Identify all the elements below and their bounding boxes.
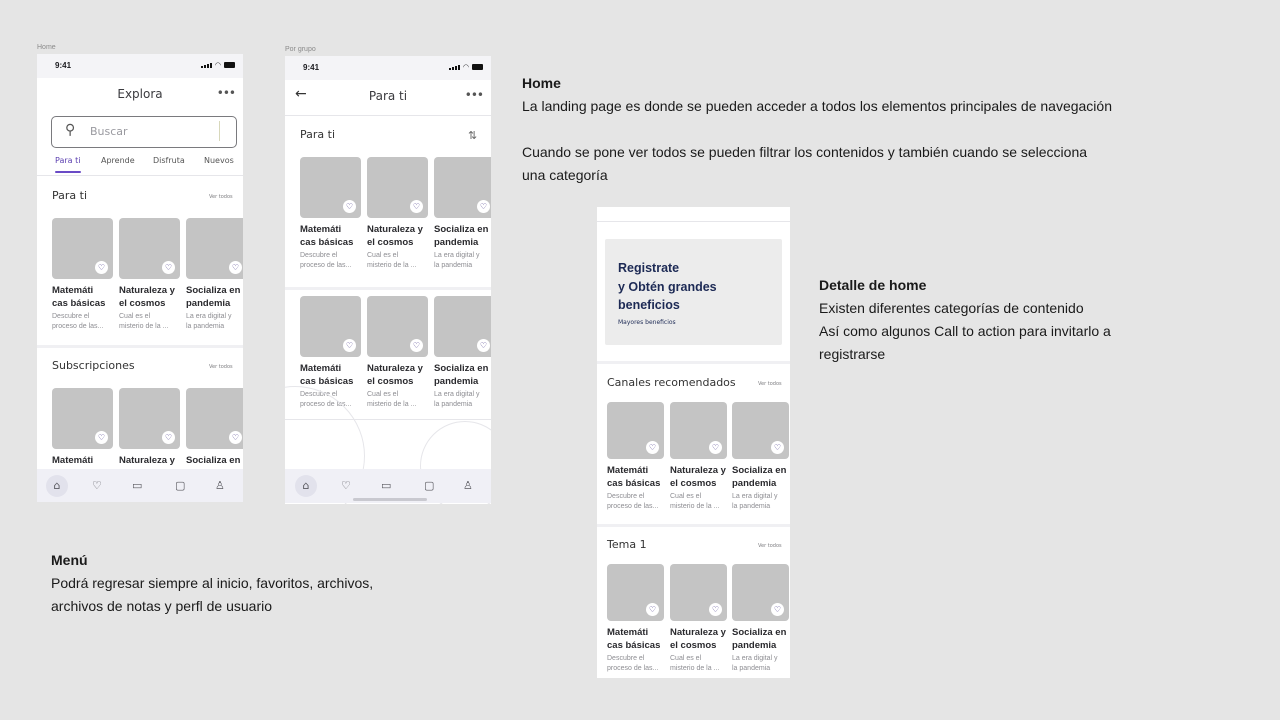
home-icon[interactable]: ⌂ [46, 475, 68, 497]
content-card[interactable] [52, 388, 114, 468]
card-thumbnail [670, 402, 727, 459]
card-title: Matemáti cas básicas [607, 465, 661, 489]
content-card[interactable] [186, 218, 243, 331]
chat-icon[interactable]: ▢ [175, 479, 186, 492]
page-title: Para ti [368, 89, 408, 103]
heart-icon[interactable]: ♡ [410, 200, 423, 213]
status-icons [201, 62, 235, 68]
card-thumbnail [119, 218, 180, 279]
heart-icon[interactable]: ♡ [95, 431, 108, 444]
divider [285, 115, 491, 116]
card-title: Socializa en pandemia [434, 363, 489, 387]
heart-icon[interactable]: ♡ [95, 261, 108, 274]
heart-icon[interactable]: ♡ [92, 479, 102, 492]
card-title: Naturaleza y el cosmos [119, 285, 175, 309]
bottom-navigation [285, 469, 491, 503]
card-description: Descubre el proceso de las... [52, 313, 104, 330]
search-placeholder: Buscar [90, 125, 128, 138]
card-title: Naturaleza y el cosmos [670, 627, 726, 651]
user-icon[interactable]: ♙ [463, 479, 473, 492]
see-all-link[interactable]: Ver todos [758, 543, 782, 549]
content-card[interactable] [367, 296, 429, 409]
more-icon[interactable]: ••• [464, 88, 483, 102]
signal-icon [201, 63, 212, 68]
note-home-title: Home [522, 75, 561, 91]
see-all-link[interactable]: Ver todos [209, 364, 233, 370]
card-description: La era digital y la pandemia [732, 493, 778, 510]
heart-icon[interactable]: ♡ [646, 441, 659, 454]
card-title: Naturaleza y el cosmos [367, 224, 423, 248]
section-divider [285, 287, 491, 290]
heart-icon[interactable]: ♡ [477, 339, 490, 352]
status-time: 9:41 [303, 63, 320, 72]
content-card[interactable] [732, 564, 790, 673]
note-home-line: La landing page es donde se pueden acceder a todos los elementos principales de navegación [522, 98, 1112, 114]
card-title: Socializa en [186, 455, 241, 466]
heart-icon[interactable]: ♡ [341, 479, 351, 492]
note-menu-line: Podrá regresar siempre al inicio, favoritos, archivos, [51, 575, 374, 591]
home-indicator [353, 498, 427, 501]
content-card[interactable] [670, 402, 728, 511]
content-card[interactable] [607, 564, 665, 673]
home-screen [37, 54, 243, 502]
content-card[interactable] [434, 296, 491, 409]
folder-icon[interactable]: ▭ [381, 479, 392, 492]
heart-icon[interactable]: ♡ [343, 339, 356, 352]
note-home-line: una categoría [522, 167, 608, 183]
register-banner[interactable] [605, 239, 782, 345]
more-icon[interactable]: ••• [216, 86, 235, 100]
banner-subtitle: Mayores beneficios [618, 319, 676, 326]
bottom-navigation [37, 469, 243, 502]
heart-icon[interactable]: ♡ [771, 603, 784, 616]
note-detail [819, 274, 1219, 366]
card-title: Matemáti cas básicas [607, 627, 661, 651]
card-description: Descubre el proceso de las... [607, 493, 659, 510]
card-thumbnail [300, 296, 361, 357]
frame-label-home: Home [37, 44, 56, 51]
note-home [522, 72, 1222, 187]
status-time: 9:41 [55, 61, 72, 70]
content-card[interactable] [119, 218, 181, 331]
tab-disfruta[interactable]: Disfruta [153, 156, 185, 165]
card-description: Cual es el misterio de la ... [670, 493, 720, 510]
heart-icon[interactable]: ♡ [162, 431, 175, 444]
section-title-para-ti: Para ti [300, 128, 336, 141]
divider [597, 221, 790, 222]
battery-icon [472, 64, 483, 70]
card-description: Descubre el proceso de las... [300, 391, 352, 408]
heart-icon[interactable]: ♡ [771, 441, 784, 454]
card-thumbnail [607, 564, 664, 621]
banner-headline: Registrate y Obtén grandes beneficios [618, 261, 717, 312]
card-title: Socializa en pandemia [732, 627, 787, 651]
see-all-link[interactable]: Ver todos [758, 381, 782, 387]
card-thumbnail [300, 157, 361, 218]
card-title: Naturaleza y [119, 455, 175, 466]
tab-nuevos[interactable]: Nuevos [204, 156, 234, 165]
search-icon: ⚲ [65, 122, 76, 138]
heart-icon[interactable]: ♡ [709, 441, 722, 454]
content-card[interactable] [670, 564, 728, 673]
see-all-link[interactable]: Ver todos [209, 194, 233, 200]
folder-icon[interactable]: ▭ [132, 479, 143, 492]
sort-icon[interactable]: ⇅ [468, 129, 478, 142]
note-home-line: Cuando se pone ver todos se pueden filtrar los contenidos y también cuando se selecciona [522, 144, 1088, 160]
note-detail-line: Existen diferentes categorías de contenido [819, 300, 1084, 316]
card-thumbnail [607, 402, 664, 459]
note-menu-title: Menú [51, 552, 88, 568]
card-description: La era digital y la pandemia [186, 313, 232, 330]
content-card[interactable] [300, 157, 362, 270]
heart-icon[interactable]: ♡ [410, 339, 423, 352]
card-description: La era digital y la pandemia [732, 655, 778, 672]
card-thumbnail [732, 402, 789, 459]
group-screen [285, 56, 491, 504]
card-thumbnail [52, 388, 113, 449]
content-card[interactable] [119, 388, 181, 468]
card-description: La era digital y la pandemia [434, 391, 480, 408]
section-title-subscripciones: Subscripciones [52, 359, 135, 372]
card-title: Matemáti cas básicas [52, 285, 106, 309]
content-card[interactable] [52, 218, 114, 331]
status-bar [285, 56, 491, 80]
card-description: Descubre el proceso de las... [607, 655, 659, 672]
card-thumbnail [367, 296, 428, 357]
card-title: Matemáti cas básicas [300, 224, 354, 248]
chat-icon[interactable]: ▢ [424, 479, 435, 492]
card-title: Socializa en pandemia [186, 285, 241, 309]
card-thumbnail [670, 564, 727, 621]
active-tab-indicator [55, 171, 81, 173]
heart-icon[interactable]: ♡ [709, 603, 722, 616]
content-card[interactable] [367, 157, 429, 270]
heart-icon[interactable]: ♡ [646, 603, 659, 616]
page-title: Explora [117, 87, 163, 101]
section-divider [37, 345, 243, 348]
tab-aprende[interactable]: Aprende [101, 156, 135, 165]
section-title-canales: Canales recomendados [607, 376, 736, 389]
tab-para-ti[interactable]: Para ti [55, 156, 81, 165]
card-title: Naturaleza y el cosmos [670, 465, 726, 489]
card-description: Descubre el proceso de las... [300, 252, 352, 269]
wifi-icon: ◠ [214, 61, 221, 69]
note-detail-line: registrarse [819, 346, 886, 362]
battery-icon [224, 62, 235, 68]
heart-icon[interactable]: ♡ [343, 200, 356, 213]
divider [37, 175, 243, 176]
card-thumbnail [367, 157, 428, 218]
section-divider [597, 524, 790, 527]
section-title-tema-1: Tema 1 [607, 538, 647, 551]
content-card[interactable] [607, 402, 665, 511]
card-title: Matemáti cas básicas [300, 363, 354, 387]
content-card[interactable] [434, 157, 491, 270]
section-title-para-ti: Para ti [52, 189, 88, 202]
card-description: Cual es el misterio de la ... [670, 655, 720, 672]
status-icons [449, 64, 483, 70]
card-description: Cual es el misterio de la ... [367, 252, 417, 269]
card-title: Matemáti [52, 455, 94, 466]
card-title: Socializa en pandemia [732, 465, 787, 489]
card-thumbnail [119, 388, 180, 449]
card-description: Cual es el misterio de la ... [367, 391, 417, 408]
home-icon[interactable]: ⌂ [295, 475, 317, 497]
section-divider [597, 361, 790, 364]
card-thumbnail [186, 388, 243, 449]
card-thumbnail [434, 296, 491, 357]
card-thumbnail [186, 218, 243, 279]
frame-label-por-grupo: Por grupo [285, 46, 316, 53]
card-title: Naturaleza y el cosmos [367, 363, 423, 387]
user-icon[interactable]: ♙ [215, 479, 225, 492]
card-thumbnail [732, 564, 789, 621]
note-detail-line: Así como algunos Call to action para invitarlo a [819, 323, 1111, 339]
card-thumbnail [52, 218, 113, 279]
heart-icon[interactable]: ♡ [229, 431, 242, 444]
search-cursor [219, 121, 220, 141]
heart-icon[interactable]: ♡ [162, 261, 175, 274]
search-input[interactable] [51, 116, 237, 148]
wifi-icon: ◠ [462, 63, 469, 71]
content-card[interactable] [732, 402, 790, 511]
note-menu-line: archivos de notas y perfl de usuario [51, 598, 273, 614]
note-detail-title: Detalle de home [819, 277, 927, 293]
status-bar [37, 54, 243, 78]
detail-screen [597, 207, 790, 678]
note-menu [51, 549, 451, 618]
card-description: La era digital y la pandemia [434, 252, 480, 269]
back-arrow-icon[interactable]: ← [295, 86, 307, 102]
card-title: Socializa en pandemia [434, 224, 489, 248]
signal-icon [449, 65, 460, 70]
card-description: Cual es el misterio de la ... [119, 313, 169, 330]
content-card[interactable] [186, 388, 243, 468]
heart-icon[interactable]: ♡ [229, 261, 242, 274]
card-thumbnail [434, 157, 491, 218]
heart-icon[interactable]: ♡ [477, 200, 490, 213]
